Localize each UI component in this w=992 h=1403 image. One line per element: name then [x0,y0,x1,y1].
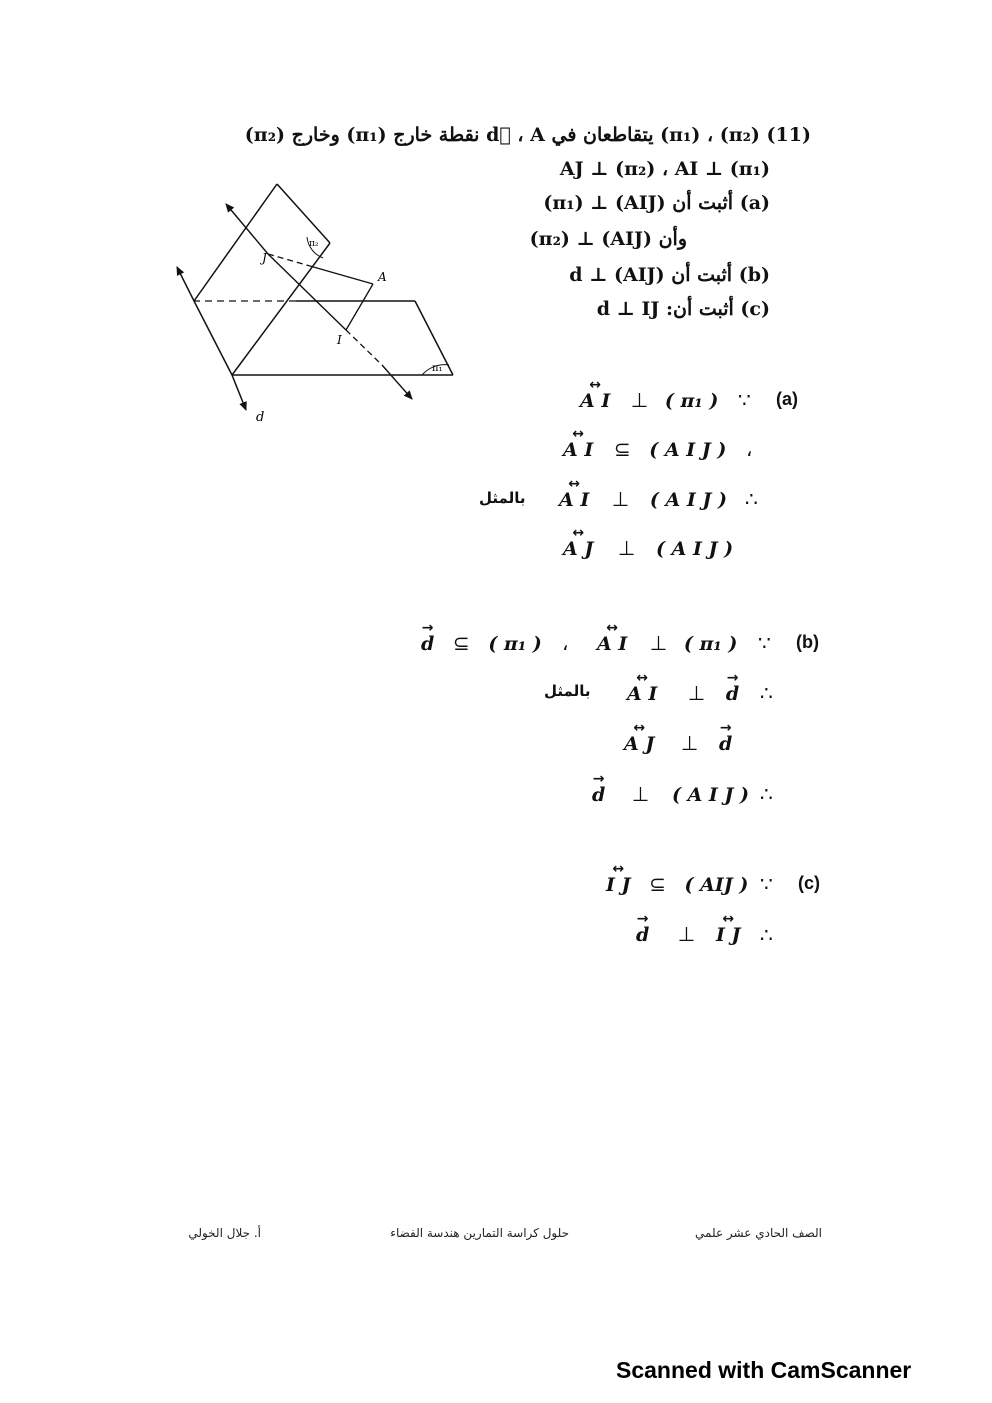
plane-pi2-left-edge [194,184,277,301]
solution-c-label: (c) [798,873,820,893]
solution-a-label: (a) [776,389,798,409]
vector-AJ: ↔ A J [624,733,654,755]
footer-subject: حلول كراسة التمارين هندسة الفضاء [390,1226,569,1240]
part-a-question-text: أثبت أن (AIJ) ⊥ (π₁) [543,192,734,214]
subset-symbol: ⊆ [649,872,666,896]
because-symbol: ∵ [758,631,771,655]
label-J: J [262,251,267,265]
part-b-question-label: (b) [738,264,770,286]
vector-AI: ↔ A I [627,683,657,705]
segment-AI [346,284,373,330]
footer-grade: الصف الحادي عشر علمي [695,1226,822,1240]
problem-given: AJ ⊥ (π₂) ، AI ⊥ (π₁) [559,158,770,180]
line-IJ-hidden [346,330,382,365]
solution-b-line3 [624,731,732,755]
vector-d: → d [719,733,732,755]
vector-AJ: ↔ A J [563,538,593,560]
similarly-note: بالمثل [544,682,591,700]
vector-AI: ↔ A I [597,633,627,655]
because-symbol: ∵ [760,872,773,896]
footer-teacher: أ. جلال الخولي [188,1226,261,1240]
segment-AJ [310,266,373,284]
line-IJ-lower [382,365,412,399]
solution-b-line1b [421,631,542,655]
solution-c-line2 [636,922,740,946]
similarly-note: بالمثل [479,489,526,507]
plane-AIJ: ( A I J ) [656,538,734,560]
vector-IJ: ↔ I J [606,874,631,896]
label-pi2: π₂ [309,239,319,249]
problem-statement [245,124,811,146]
part-c-question-text: أثبت أن: d ⊥ IJ [596,298,734,320]
therefore-symbol: ∴ [760,681,773,705]
vector-d: → d [592,784,605,806]
part-c-question [597,298,770,320]
planes-figure [160,170,460,440]
vector-d: → d [726,683,739,705]
plane-pi1: ( π₁ ) [664,390,719,412]
camscanner-watermark: Scanned with CamScanner [616,1357,912,1383]
vector-AI: ↔ A I [580,390,610,412]
perpendicular-symbol: ⊥ [617,536,636,560]
part-b-question-text: أثبت أن d ⊥ (AIJ) [569,264,733,286]
comma-symbol: ، [746,437,753,461]
solution-b-line1a [597,631,737,655]
label-A: A [378,270,387,284]
part-a-question-label: (a) [739,192,770,214]
solution-b-line2 [627,681,739,705]
because-symbol: ∵ [738,388,751,412]
solution-a-line4 [563,536,733,560]
plane-AIJ: ( AIJ ) [684,874,749,896]
solution-b-line4 [592,782,749,806]
solution-a-line1 [580,388,718,412]
therefore-symbol: ∴ [745,487,758,511]
solution-c-line1 [606,872,748,896]
part-b-question [569,264,770,286]
plane-pi2-front-edge [232,243,330,375]
vector-AI: ↔ A I [559,489,589,511]
perpendicular-symbol: ⊥ [611,487,630,511]
solution-a-line2 [563,437,726,461]
part-a-question-line2: وأن (AIJ) ⊥ (π₂) [529,228,687,250]
plane-AIJ: ( A I J ) [649,439,727,461]
plane-AIJ: ( A I J ) [649,489,727,511]
therefore-symbol: ∴ [760,782,773,806]
solution-a-line3 [559,487,727,511]
line-d-lower [232,375,246,410]
problem-number: (11) [766,124,811,146]
plane-pi1: ( π₁ ) [488,633,542,655]
vector-AI: ↔ A I [563,439,593,461]
therefore-symbol: ∴ [760,923,773,947]
vector-IJ: ↔ I J [716,924,741,946]
subset-symbol: ⊆ [452,631,470,655]
plane-AIJ: ( A I J ) [671,784,750,806]
plane-pi2-top-edge [277,184,330,243]
label-pi1: π₁ [432,363,443,374]
vector-d: → d [636,924,649,946]
line-d-middle [194,301,232,375]
perpendicular-symbol: ⊥ [677,922,696,946]
label-I: I [337,333,342,347]
comma-symbol: ، [562,631,569,655]
line-d-upper [177,267,194,301]
perpendicular-symbol: ⊥ [680,731,699,755]
problem-text: (π₂) ، (π₁) يتقاطعان في d⃗ ، A نقطة خارج (π₁) وخارج (π₂) [244,124,760,146]
perpendicular-symbol: ⊥ [630,388,649,412]
perpendicular-symbol: ⊥ [649,631,668,655]
label-d: d [256,410,265,425]
subset-symbol: ⊆ [613,437,631,461]
plane-pi1: ( π₁ ) [683,633,738,655]
perpendicular-symbol: ⊥ [687,681,706,705]
vector-d: → d [421,633,434,655]
perpendicular-symbol: ⊥ [631,782,650,806]
part-c-question-label: (c) [740,298,770,320]
solution-b-label: (b) [796,632,819,652]
part-a-question [543,192,770,214]
